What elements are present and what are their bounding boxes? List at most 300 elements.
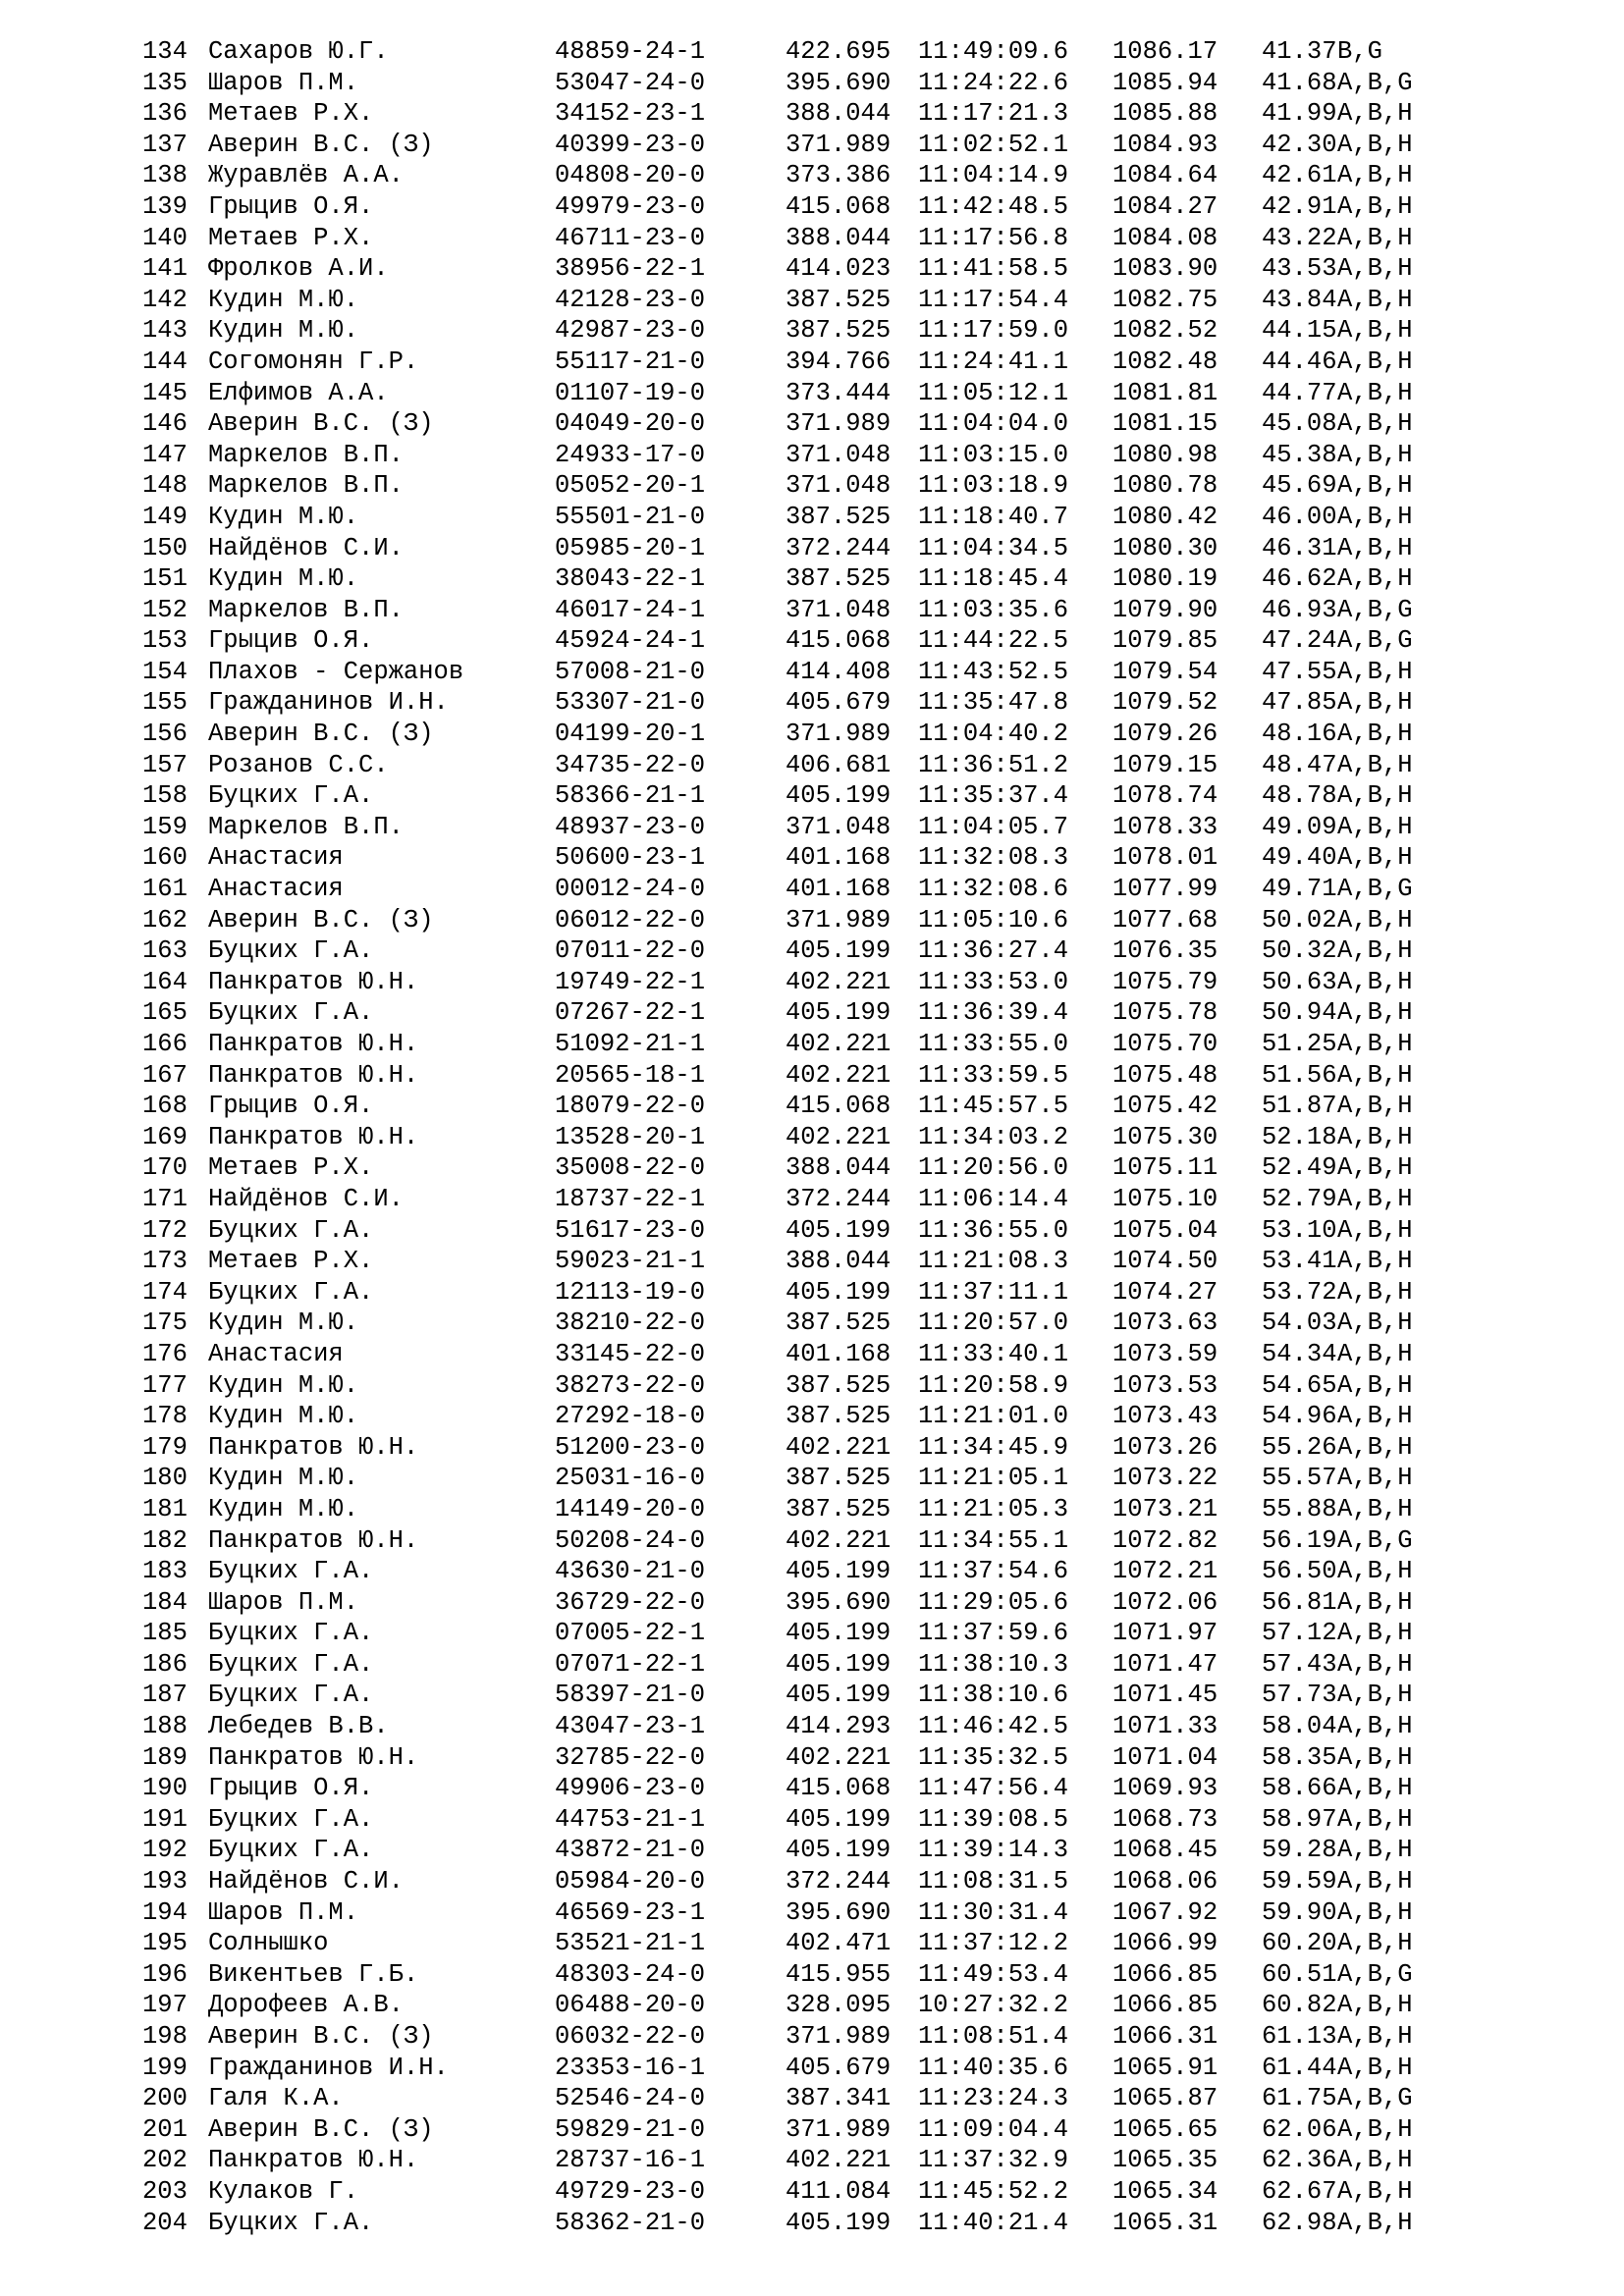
place-number: 154 [142,657,188,686]
place-number: 163 [142,936,188,966]
ring-number: 51617-23-0 [555,1215,706,1245]
fancier-name: Кудин М.Ю. [208,502,359,531]
distance: 402.221 [785,1742,892,1772]
place-number: 138 [142,161,188,190]
coefficient: 60.51 [1262,1959,1337,1989]
distance: 394.766 [785,347,892,376]
ring-number: 49729-23-0 [555,2176,706,2206]
coefficient: 60.82 [1262,1991,1337,2020]
coefficient: 52.18 [1262,1122,1337,1151]
speed: 1074.27 [1112,1277,1218,1307]
fancier-name: Маркелов В.П. [208,595,404,624]
place-number: 153 [142,626,188,656]
speed: 1066.31 [1112,2022,1218,2051]
arrival-time: 11:05:12.1 [918,378,1069,407]
fancier-name: Панкратов Ю.Н. [208,1432,419,1462]
speed: 1075.70 [1112,1030,1218,1058]
arrival-time: 11:41:58.5 [918,254,1069,284]
ring-number: 05052-20-1 [555,471,706,501]
speed: 1075.10 [1112,1184,1218,1213]
coefficient: 42.61 [1262,161,1337,190]
categories: A,B,H [1337,316,1413,346]
distance: 395.690 [785,1587,892,1617]
coefficient: 49.40 [1262,843,1337,873]
place-number: 159 [142,812,188,841]
ring-number: 50208-24-0 [555,1525,706,1555]
arrival-time: 11:04:14.9 [918,161,1069,190]
place-number: 160 [142,843,188,873]
distance: 387.525 [785,1402,892,1431]
speed: 1069.93 [1112,1774,1218,1803]
distance: 402.221 [785,1432,892,1462]
ring-number: 01107-19-0 [555,378,706,407]
place-number: 156 [142,720,188,749]
coefficient: 57.43 [1262,1649,1337,1679]
distance: 387.525 [785,502,892,531]
place-number: 171 [142,1184,188,1213]
distance: 371.989 [785,905,892,934]
categories: A,B,H [1337,502,1413,531]
place-number: 146 [142,409,188,439]
categories: A,B,H [1337,1277,1413,1307]
fancier-name: Анастасия [208,875,344,904]
ring-number: 43047-23-1 [555,1712,706,1741]
categories: B,G [1337,37,1382,66]
fancier-name: Маркелов В.П. [208,471,404,501]
arrival-time: 11:04:40.2 [918,720,1069,749]
place-number: 185 [142,1619,188,1648]
speed: 1068.45 [1112,1836,1218,1865]
ring-number: 23353-16-1 [555,2053,706,2082]
speed: 1079.52 [1112,688,1218,718]
distance: 388.044 [785,1153,892,1183]
place-number: 136 [142,99,188,129]
distance: 371.989 [785,130,892,159]
distance: 405.199 [785,1619,892,1648]
ring-number: 43630-21-0 [555,1557,706,1586]
arrival-time: 10:27:32.2 [918,1991,1069,2020]
ring-number: 40399-23-0 [555,130,706,159]
speed: 1071.45 [1112,1681,1218,1710]
coefficient: 46.62 [1262,564,1337,594]
speed: 1071.47 [1112,1649,1218,1679]
fancier-name: Маркелов В.П. [208,812,404,841]
place-number: 149 [142,502,188,531]
fancier-name: Панкратов Ю.Н. [208,1742,419,1772]
speed: 1073.43 [1112,1402,1218,1431]
arrival-time: 11:38:10.3 [918,1649,1069,1679]
ring-number: 05985-20-1 [555,533,706,562]
coefficient: 50.63 [1262,967,1337,996]
speed: 1066.99 [1112,1929,1218,1958]
fancier-name: Панкратов Ю.Н. [208,1060,419,1090]
arrival-time: 11:32:08.3 [918,843,1069,873]
coefficient: 47.85 [1262,688,1337,718]
distance: 402.221 [785,2146,892,2175]
coefficient: 61.75 [1262,2084,1337,2113]
arrival-time: 11:35:37.4 [918,781,1069,811]
coefficient: 59.59 [1262,1867,1337,1896]
coefficient: 55.88 [1262,1494,1337,1523]
ring-number: 25031-16-0 [555,1464,706,1493]
distance: 371.989 [785,720,892,749]
speed: 1082.52 [1112,316,1218,346]
place-number: 190 [142,1774,188,1803]
place-number: 139 [142,191,188,221]
fancier-name: Буцких Г.А. [208,781,374,811]
speed: 1066.85 [1112,1959,1218,1989]
coefficient: 46.00 [1262,502,1337,531]
ring-number: 18737-22-1 [555,1184,706,1213]
distance: 371.048 [785,440,892,469]
fancier-name: Кудин М.Ю. [208,564,359,594]
ring-number: 55501-21-0 [555,502,706,531]
speed: 1065.91 [1112,2053,1218,2082]
distance: 371.989 [785,2114,892,2144]
place-number: 180 [142,1464,188,1493]
categories: A,B,H [1337,1897,1413,1927]
fancier-name: Аверин В.С. (З) [208,130,434,159]
arrival-time: 11:20:58.9 [918,1370,1069,1400]
arrival-time: 11:45:57.5 [918,1092,1069,1121]
fancier-name: Аверин В.С. (З) [208,409,434,439]
categories: A,B,H [1337,440,1413,469]
speed: 1084.08 [1112,223,1218,252]
speed: 1077.99 [1112,875,1218,904]
arrival-time: 11:34:55.1 [918,1525,1069,1555]
ring-number: 04199-20-1 [555,720,706,749]
fancier-name: Буцких Г.А. [208,1277,374,1307]
categories: A,B,H [1337,1836,1413,1865]
distance: 402.471 [785,1929,892,1958]
ring-number: 42987-23-0 [555,316,706,346]
arrival-time: 11:33:40.1 [918,1339,1069,1368]
speed: 1075.30 [1112,1122,1218,1151]
coefficient: 46.31 [1262,533,1337,562]
ring-number: 06488-20-0 [555,1991,706,2020]
coefficient: 49.71 [1262,875,1337,904]
ring-number: 07267-22-1 [555,998,706,1028]
categories: A,B,H [1337,1649,1413,1679]
ring-number: 44753-21-1 [555,1804,706,1834]
categories: A,B,H [1337,1339,1413,1368]
speed: 1073.22 [1112,1464,1218,1493]
distance: 415.068 [785,191,892,221]
place-number: 151 [142,564,188,594]
fancier-name: Плахов - Сержанов [208,657,464,686]
coefficient: 51.56 [1262,1060,1337,1090]
arrival-time: 11:03:18.9 [918,471,1069,501]
categories: A,B,H [1337,2053,1413,2082]
fancier-name: Буцких Г.А. [208,1804,374,1834]
arrival-time: 11:21:05.1 [918,1464,1069,1493]
speed: 1085.94 [1112,68,1218,97]
arrival-time: 11:36:27.4 [918,936,1069,966]
arrival-time: 11:17:54.4 [918,285,1069,314]
fancier-name: Метаев Р.Х. [208,99,374,129]
coefficient: 60.20 [1262,1929,1337,1958]
ring-number: 42128-23-0 [555,285,706,314]
fancier-name: Кудин М.Ю. [208,316,359,346]
coefficient: 59.90 [1262,1897,1337,1927]
speed: 1076.35 [1112,936,1218,966]
fancier-name: Аверин В.С. (З) [208,2114,434,2144]
place-number: 203 [142,2176,188,2206]
place-number: 172 [142,1215,188,1245]
fancier-name: Аверин В.С. (З) [208,720,434,749]
place-number: 152 [142,595,188,624]
speed: 1082.75 [1112,285,1218,314]
ring-number: 19749-22-1 [555,967,706,996]
categories: A,B,G [1337,1959,1413,1989]
distance: 388.044 [785,1247,892,1276]
ring-number: 06012-22-0 [555,905,706,934]
categories: A,B,H [1337,1030,1413,1058]
arrival-time: 11:33:53.0 [918,967,1069,996]
coefficient: 58.66 [1262,1774,1337,1803]
coefficient: 55.26 [1262,1432,1337,1462]
fancier-name: Лебедев В.В. [208,1712,389,1741]
distance: 388.044 [785,99,892,129]
coefficient: 48.47 [1262,750,1337,779]
fancier-name: Сахаров Ю.Г. [208,37,389,66]
distance: 405.199 [785,1836,892,1865]
categories: A,B,G [1337,626,1413,656]
coefficient: 62.67 [1262,2176,1337,2206]
place-number: 178 [142,1402,188,1431]
categories: A,B,H [1337,223,1413,252]
ring-number: 20565-18-1 [555,1060,706,1090]
place-number: 179 [142,1432,188,1462]
categories: A,B,H [1337,1557,1413,1586]
place-number: 164 [142,967,188,996]
distance: 387.341 [785,2084,892,2113]
coefficient: 56.19 [1262,1525,1337,1555]
distance: 415.068 [785,626,892,656]
categories: A,B,H [1337,191,1413,221]
categories: A,B,H [1337,1092,1413,1121]
ring-number: 24933-17-0 [555,440,706,469]
distance: 371.048 [785,471,892,501]
coefficient: 41.99 [1262,99,1337,129]
fancier-name: Найдёнов С.И. [208,1867,404,1896]
categories: A,B,H [1337,1370,1413,1400]
fancier-name: Фролков А.И. [208,254,389,284]
ring-number: 04808-20-0 [555,161,706,190]
fancier-name: Панкратов Ю.Н. [208,1030,419,1058]
coefficient: 54.03 [1262,1308,1337,1338]
categories: A,B,H [1337,2208,1413,2237]
speed: 1072.06 [1112,1587,1218,1617]
speed: 1084.64 [1112,161,1218,190]
coefficient: 54.65 [1262,1370,1337,1400]
fancier-name: Буцких Г.А. [208,1619,374,1648]
ring-number: 58362-21-0 [555,2208,706,2237]
distance: 371.989 [785,2022,892,2051]
arrival-time: 11:06:14.4 [918,1184,1069,1213]
arrival-time: 11:20:57.0 [918,1308,1069,1338]
ring-number: 38210-22-0 [555,1308,706,1338]
ring-number: 35008-22-0 [555,1153,706,1183]
arrival-time: 11:29:05.6 [918,1587,1069,1617]
coefficient: 57.12 [1262,1619,1337,1648]
speed: 1073.59 [1112,1339,1218,1368]
ring-number: 52546-24-0 [555,2084,706,2113]
speed: 1079.54 [1112,657,1218,686]
place-number: 177 [142,1370,188,1400]
arrival-time: 11:03:35.6 [918,595,1069,624]
coefficient: 43.22 [1262,223,1337,252]
distance: 405.199 [785,1649,892,1679]
place-number: 184 [142,1587,188,1617]
coefficient: 56.50 [1262,1557,1337,1586]
ring-number: 43872-21-0 [555,1836,706,1865]
ring-number: 55117-21-0 [555,347,706,376]
fancier-name: Метаев Р.Х. [208,1153,374,1183]
distance: 387.525 [785,1308,892,1338]
fancier-name: Журавлёв А.А. [208,161,404,190]
arrival-time: 11:46:42.5 [918,1712,1069,1741]
categories: A,B,H [1337,1122,1413,1151]
distance: 405.199 [785,1681,892,1710]
place-number: 194 [142,1897,188,1927]
speed: 1073.63 [1112,1308,1218,1338]
ring-number: 59829-21-0 [555,2114,706,2144]
speed: 1083.90 [1112,254,1218,284]
arrival-time: 11:30:31.4 [918,1897,1069,1927]
ring-number: 51092-21-1 [555,1030,706,1058]
arrival-time: 11:24:22.6 [918,68,1069,97]
coefficient: 57.73 [1262,1681,1337,1710]
coefficient: 43.53 [1262,254,1337,284]
fancier-name: Кудин М.Ю. [208,285,359,314]
arrival-time: 11:43:52.5 [918,657,1069,686]
ring-number: 33145-22-0 [555,1339,706,1368]
distance: 406.681 [785,750,892,779]
speed: 1073.26 [1112,1432,1218,1462]
place-number: 193 [142,1867,188,1896]
arrival-time: 11:38:10.6 [918,1681,1069,1710]
fancier-name: Буцких Г.А. [208,1557,374,1586]
coefficient: 53.41 [1262,1247,1337,1276]
place-number: 196 [142,1959,188,1989]
arrival-time: 11:34:03.2 [918,1122,1069,1151]
categories: A,B,H [1337,1402,1413,1431]
categories: A,B,H [1337,1464,1413,1493]
fancier-name: Солнышко [208,1929,329,1958]
place-number: 175 [142,1308,188,1338]
arrival-time: 11:34:45.9 [918,1432,1069,1462]
speed: 1082.48 [1112,347,1218,376]
arrival-time: 11:02:52.1 [918,130,1069,159]
place-number: 174 [142,1277,188,1307]
speed: 1065.87 [1112,2084,1218,2113]
ring-number: 32785-22-0 [555,1742,706,1772]
place-number: 147 [142,440,188,469]
coefficient: 44.15 [1262,316,1337,346]
categories: A,B,H [1337,1619,1413,1648]
arrival-time: 11:17:59.0 [918,316,1069,346]
ring-number: 45924-24-1 [555,626,706,656]
speed: 1073.53 [1112,1370,1218,1400]
categories: A,B,H [1337,1308,1413,1338]
categories: A,B,H [1337,1587,1413,1617]
categories: A,B,H [1337,1494,1413,1523]
categories: A,B,H [1337,1432,1413,1462]
place-number: 143 [142,316,188,346]
coefficient: 50.32 [1262,936,1337,966]
categories: A,B,G [1337,595,1413,624]
ring-number: 12113-19-0 [555,1277,706,1307]
arrival-time: 11:20:56.0 [918,1153,1069,1183]
place-number: 134 [142,37,188,66]
distance: 405.199 [785,2208,892,2237]
place-number: 198 [142,2022,188,2051]
arrival-time: 11:17:21.3 [918,99,1069,129]
coefficient: 48.16 [1262,720,1337,749]
fancier-name: Найдёнов С.И. [208,1184,404,1213]
ring-number: 48937-23-0 [555,812,706,841]
ring-number: 38043-22-1 [555,564,706,594]
speed: 1081.15 [1112,409,1218,439]
fancier-name: Шаров П.М. [208,1587,359,1617]
coefficient: 41.37 [1262,37,1337,66]
categories: A,B,H [1337,130,1413,159]
speed: 1077.68 [1112,905,1218,934]
coefficient: 46.93 [1262,595,1337,624]
categories: A,B,H [1337,161,1413,190]
place-number: 187 [142,1681,188,1710]
distance: 372.244 [785,1184,892,1213]
speed: 1065.34 [1112,2176,1218,2206]
place-number: 161 [142,875,188,904]
speed: 1080.30 [1112,533,1218,562]
fancier-name: Буцких Г.А. [208,1649,374,1679]
distance: 405.199 [785,936,892,966]
fancier-name: Буцких Г.А. [208,936,374,966]
coefficient: 53.72 [1262,1277,1337,1307]
categories: A,B,H [1337,1929,1413,1958]
distance: 373.386 [785,161,892,190]
speed: 1085.88 [1112,99,1218,129]
arrival-time: 11:33:55.0 [918,1030,1069,1058]
categories: A,B,H [1337,1060,1413,1090]
place-number: 197 [142,1991,188,2020]
distance: 387.525 [785,1370,892,1400]
categories: A,B,H [1337,843,1413,873]
coefficient: 54.34 [1262,1339,1337,1368]
arrival-time: 11:04:04.0 [918,409,1069,439]
categories: A,B,G [1337,1525,1413,1555]
speed: 1075.11 [1112,1153,1218,1183]
ring-number: 06032-22-0 [555,2022,706,2051]
arrival-time: 11:37:59.6 [918,1619,1069,1648]
ring-number: 28737-16-1 [555,2146,706,2175]
distance: 371.989 [785,409,892,439]
distance: 402.221 [785,1525,892,1555]
arrival-time: 11:24:41.1 [918,347,1069,376]
categories: A,B,H [1337,781,1413,811]
place-number: 202 [142,2146,188,2175]
ring-number: 46711-23-0 [555,223,706,252]
arrival-time: 11:08:51.4 [918,2022,1069,2051]
categories: A,B,H [1337,1153,1413,1183]
ring-number: 27292-18-0 [555,1402,706,1431]
place-number: 140 [142,223,188,252]
distance: 422.695 [785,37,892,66]
place-number: 199 [142,2053,188,2082]
speed: 1078.33 [1112,812,1218,841]
